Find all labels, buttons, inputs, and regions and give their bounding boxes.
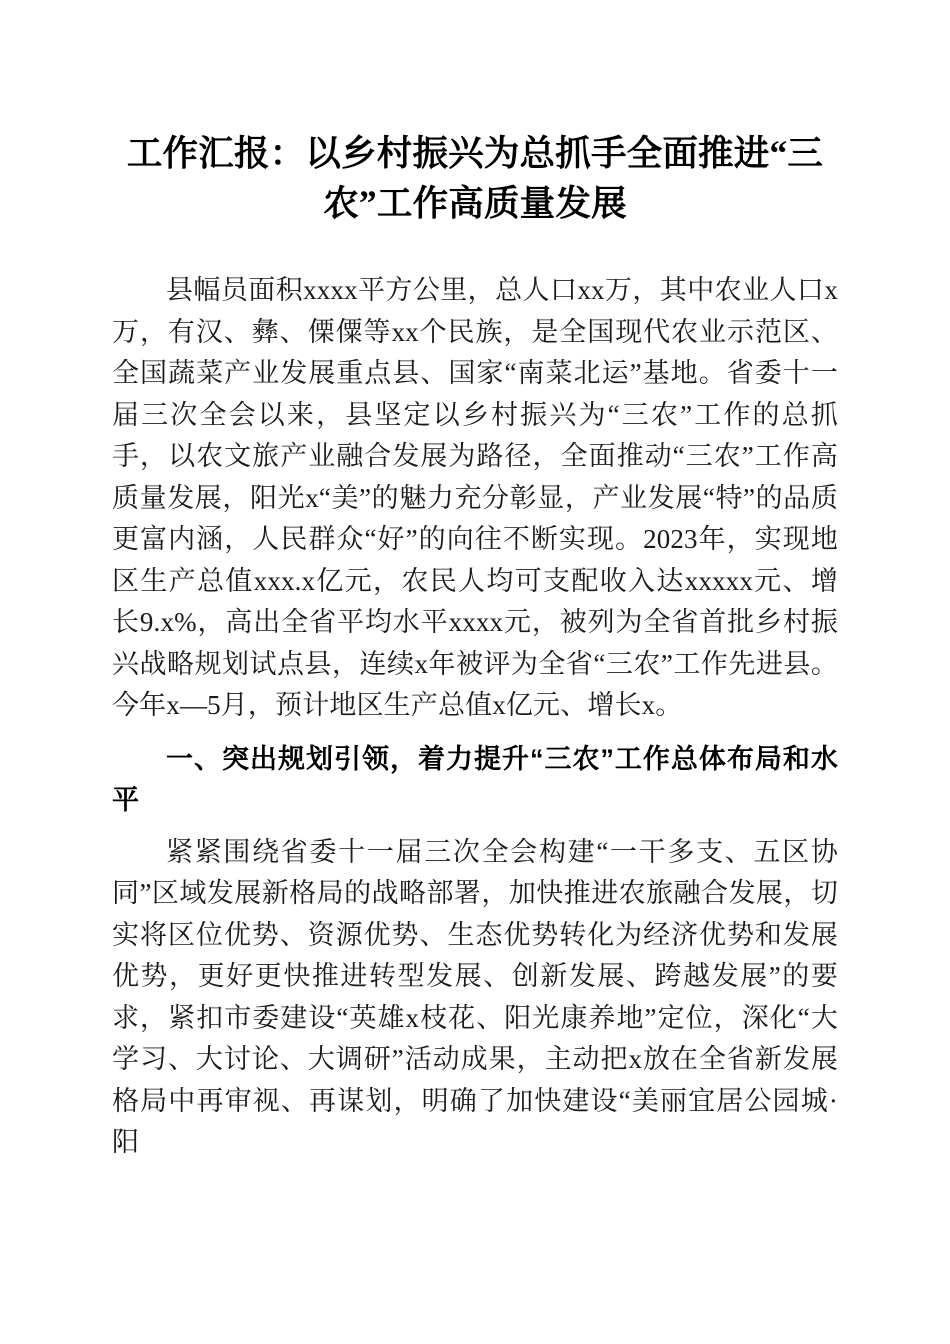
page-content-area — [112, 0, 838, 1164]
section-one-paragraph: 紧紧围绕省委十一届三次全会构建“一干多支、五区协同”区域发展新格局的战略部署，加快推进农旅融合发展，切实将区位优势、资源优势、生态优势转化为经济优势和发展优势，更好更快推进转型发展、创新发展、跨越发展”的要求，紧扣市委建设“英雄x枝花、阳光康养地”定位，深化“大学习、大讨论、大调研”活动成果，主动把x放在全省新发展格局中再审视、再谋划，明确了加快建设“美丽宜居公园城·阳 — [112, 836, 838, 1157]
intro-paragraph: 县幅员面积xxxx平方公里，总人口xx万，其中农业人口x万，有汉、彝、傈僳等xx个民族，是全国现代农业示范区、全国蔬菜产业发展重点县、国家“南菜北运”基地。省委十一届三次全会以来，县坚定以乡村振兴为“三农”工作的总抓手，以农文旅产业融合发展为路径，全面推动“三农”工作高质量发展，阳光x“美”的魅力充分彰显，产业发展“特”的品质更富内涵，人民群众“好”的向往不断实现。2023年，实现地区生产总值xxx.x亿元，农民人均可支配收入达xxxxx元、增长9.x%，高出全省平均水平xxxx元，被列为全省首批乡村振兴战略规划试点县，连续x年被评为全省“三农”工作先进县。今年x—5月，预计地区生产总值x亿元、增长x。 — [112, 275, 838, 720]
page-title: 工作汇报：以乡村振兴为总抓手全面推进“三农”工作高质量发展 — [126, 133, 824, 223]
section-heading-one: 一、突出规划引领，着力提升“三农”工作总体布局和水平 — [112, 743, 838, 815]
